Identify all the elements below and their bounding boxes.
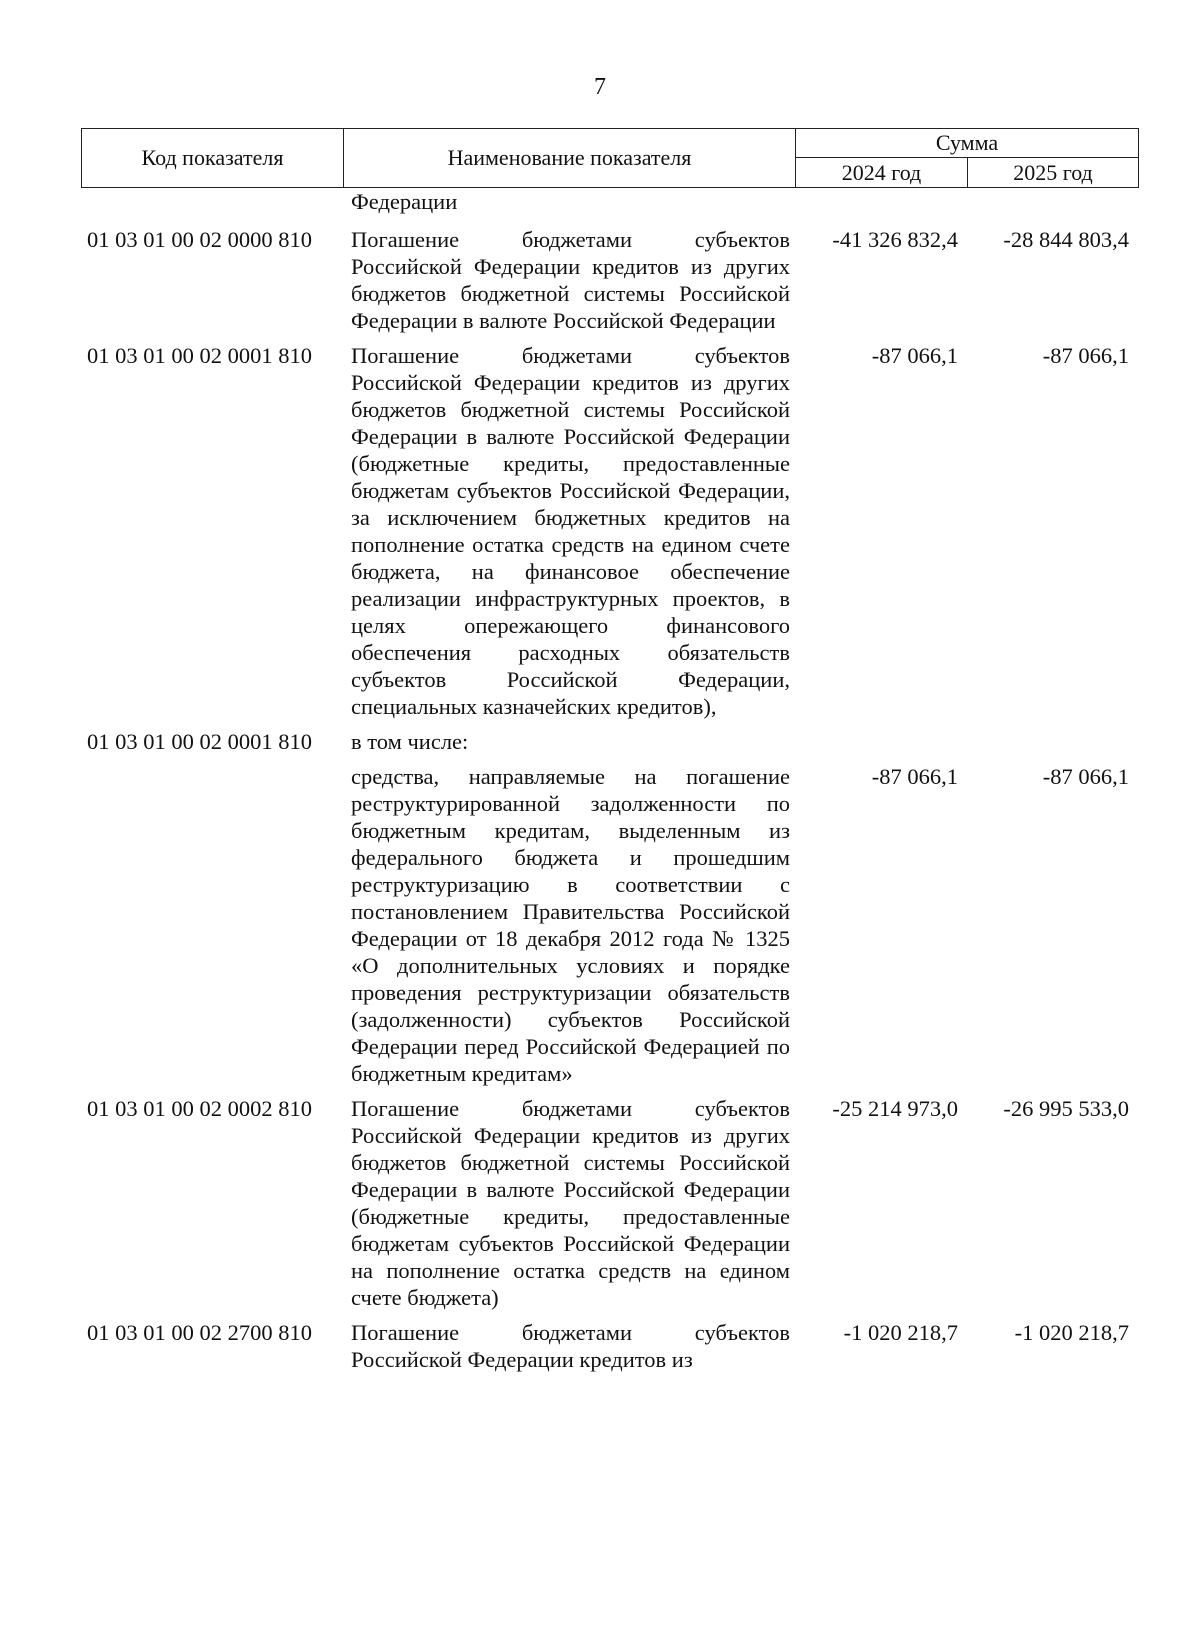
header-code: Код показателя xyxy=(82,129,344,187)
row-value-2024: -1 020 218,7 xyxy=(843,1320,958,1345)
row-value-2025: -87 066,1 xyxy=(1042,764,1129,789)
row-name: в том числе: xyxy=(351,729,469,754)
row-code: 01 03 01 00 02 0001 810 xyxy=(87,343,312,368)
row-code: 01 03 01 00 02 0001 810 xyxy=(87,729,312,754)
table-row xyxy=(81,1095,1139,1311)
row-name: Федерации xyxy=(351,189,458,214)
row-value-2025 xyxy=(962,188,1139,215)
row-value-2024 xyxy=(790,188,962,215)
header-name: Наименование показателя xyxy=(344,129,796,187)
row-value-2024: -41 326 832,4 xyxy=(832,227,958,252)
row-value-2025: -87 066,1 xyxy=(1042,343,1129,368)
table-row xyxy=(81,728,1139,755)
header-sum: Сумма xyxy=(796,129,1138,158)
row-value-2024: -87 066,1 xyxy=(871,764,958,789)
header-year-2025: 2025 год xyxy=(1013,159,1093,185)
row-value-2025: -1 020 218,7 xyxy=(1014,1320,1129,1345)
row-value-2024: -25 214 973,0 xyxy=(832,1096,958,1121)
table-row xyxy=(81,188,1139,215)
row-name: Погашение бюджетами субъектов Российской Федерации кредитов из других бюджетов бюджетной системы Российской Федерации в валюте Российской Федерации (бюджетные кредиты, предоставленные бюджетам субъектов Российской Федерации на пополнение остатка средств на едином счете бюджета) xyxy=(351,1096,790,1310)
table-body xyxy=(81,188,1139,1373)
row-name: Погашение бюджетами субъектов Российской Федерации кредитов из xyxy=(351,1320,790,1372)
row-name: средства, направляемые на погашение реструктурированной задолженности по бюджетным кредитам, выделенным из федерального бюджета и прошедшим реструктуризацию в соответствии с постановлением Правительства Российской Федерации от 18 декабря 2012 года № 1325 «О дополнительных условиях и порядке проведения реструктуризации обязательств (задолженности) субъектов Российской Федерации перед Российской Федерацией по бюджетным кредитам» xyxy=(351,764,790,1086)
row-value-2025: -26 995 533,0 xyxy=(1003,1096,1129,1121)
row-code xyxy=(81,763,343,1087)
table-header xyxy=(81,128,1139,188)
row-value-2025: -28 844 803,4 xyxy=(1003,227,1129,252)
header-year-2024: 2024 год xyxy=(796,158,968,187)
row-name: Погашение бюджетами субъектов Российской Федерации кредитов из других бюджетов бюджетной системы Российской Федерации в валюте Российской Федерации xyxy=(351,227,790,333)
row-code xyxy=(81,188,343,215)
table-row xyxy=(81,342,1139,720)
table-row xyxy=(81,1319,1139,1373)
row-value-2025 xyxy=(962,728,1139,755)
table-row xyxy=(81,763,1139,1087)
row-code: 01 03 01 00 02 0002 810 xyxy=(87,1096,312,1121)
row-code: 01 03 01 00 02 0000 810 xyxy=(87,227,312,252)
page-number: 7 xyxy=(594,74,606,100)
row-value-2024 xyxy=(790,728,962,755)
row-value-2024: -87 066,1 xyxy=(871,343,958,368)
table-row xyxy=(81,226,1139,334)
row-name: Погашение бюджетами субъектов Российской Федерации кредитов из других бюджетов бюджетной системы Российской Федерации в валюте Российской Федерации (бюджетные кредиты, предоставленные бюджетам субъектов Российской Федерации, за исключением бюджетных кредитов на пополнение остатка средств на едином счете бюджета, на финансовое обеспечение реализации инфраструктурных проектов, в целях опережающего финансового обеспечения расходных обязательств субъектов Российской Федерации, специальных казначейских кредитов), xyxy=(351,343,790,719)
row-code: 01 03 01 00 02 2700 810 xyxy=(87,1320,312,1345)
